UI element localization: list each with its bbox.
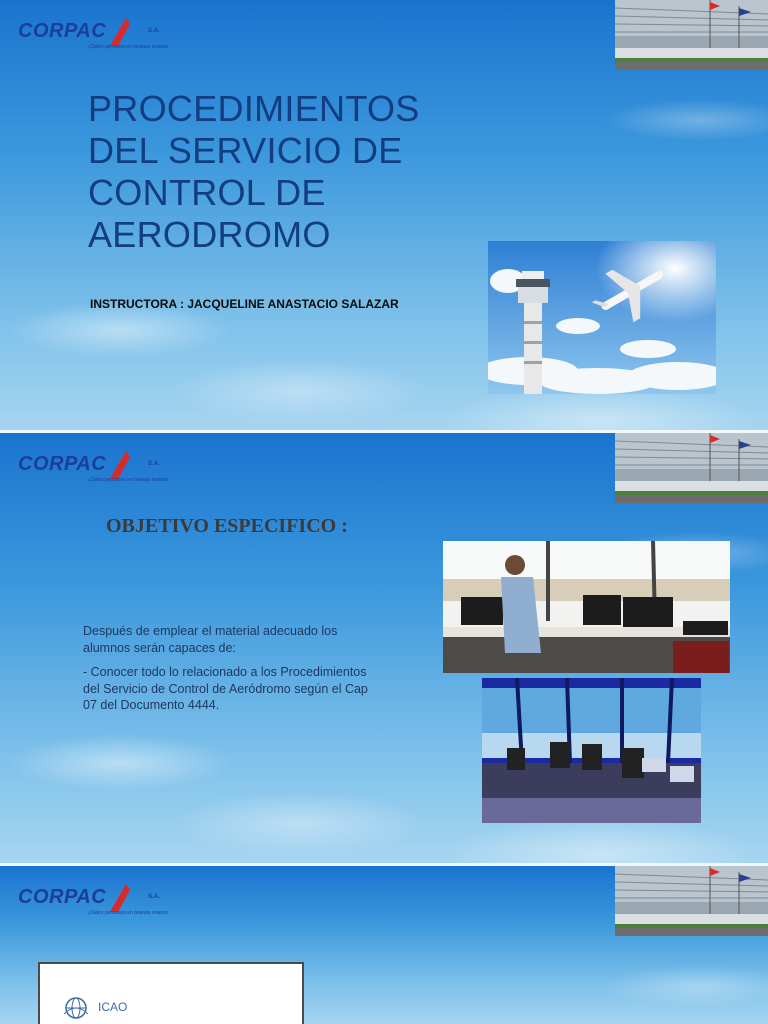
corpac-logo xyxy=(18,16,188,56)
logo-suffix: S.A. xyxy=(148,894,160,900)
slide-icao xyxy=(0,866,768,1024)
logo-suffix: S.A. xyxy=(148,461,160,467)
slide-title xyxy=(0,0,768,430)
logo-tagline: ¡Cielos peruanos en buenas manos! xyxy=(88,477,169,483)
icao-document-card xyxy=(38,962,304,1024)
presentation-title: PROCEDIMIENTOS DEL SERVICIO DE CONTROL DE AERODROMO xyxy=(88,88,420,255)
logo-wordmark: CORPAC xyxy=(18,886,107,908)
objective-intro: Después de emplear el material adecuado los alumnos serán capaces de: xyxy=(83,624,338,655)
icao-label: ICAO xyxy=(98,1000,128,1014)
logo-tagline: ¡Cielos peruanos en buenas manos! xyxy=(88,910,169,916)
control-tower-airplane-image xyxy=(488,241,716,394)
corpac-logo xyxy=(18,449,188,489)
instructor-name: INSTRUCTORA : JACQUELINE ANASTACIO SALAZAR xyxy=(90,297,399,311)
icao-emblem-icon xyxy=(62,996,90,1020)
slide-objective xyxy=(0,433,768,863)
logo-tagline: ¡Cielos peruanos en buenas manos! xyxy=(88,44,169,50)
airport-terminal-image xyxy=(615,866,768,936)
atc-simulator-photo xyxy=(482,678,701,823)
logo-wordmark: CORPAC xyxy=(18,20,107,42)
objective-item: - Conocer todo lo relacionado a los Procedimientos del Servicio de Control de Aeródromo según el Cap 07 del Documento 4444. xyxy=(83,665,368,712)
tower-cab-controller-photo xyxy=(443,541,730,673)
corpac-logo xyxy=(18,882,188,922)
objective-text xyxy=(83,623,383,722)
airport-terminal-image xyxy=(615,0,768,70)
logo-wordmark: CORPAC xyxy=(18,453,107,475)
logo-suffix: S.A. xyxy=(148,28,160,34)
airport-terminal-image xyxy=(615,433,768,503)
objective-heading: OBJETIVO ESPECIFICO : xyxy=(106,515,348,537)
